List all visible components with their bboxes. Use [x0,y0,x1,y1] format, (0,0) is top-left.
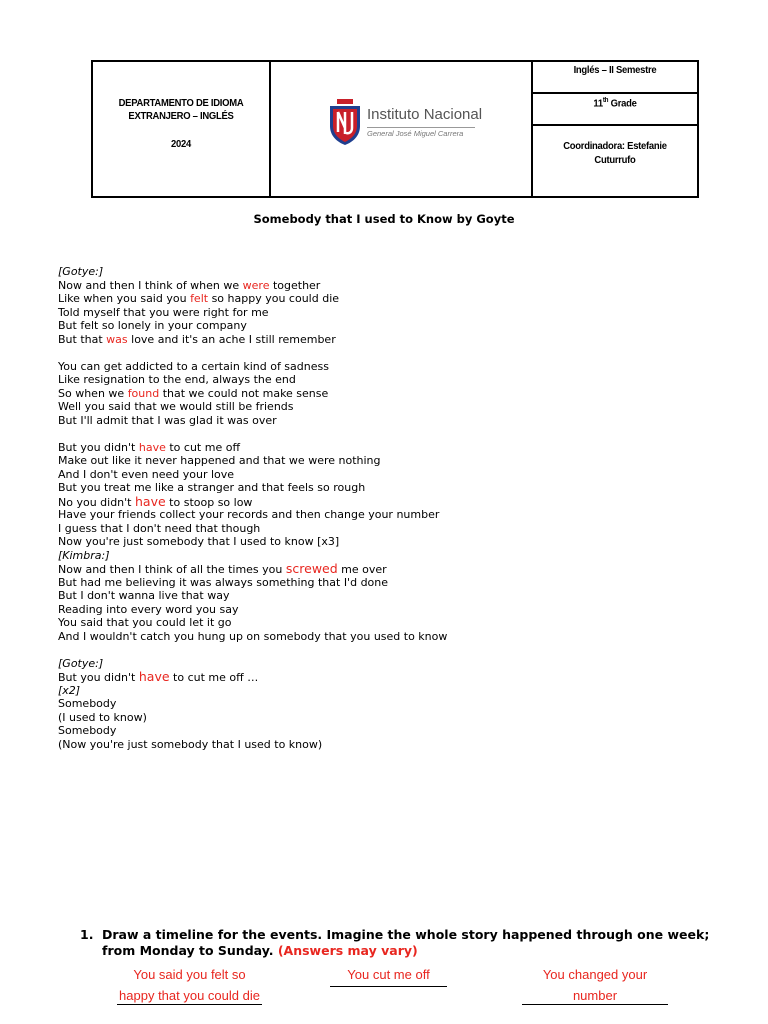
lyric-text: together [269,278,321,292]
lyric-text: So when we [58,386,128,400]
question-number: 1. [80,927,94,942]
lyric-text: Like resignation to the end, always the end [58,373,296,386]
singer-tag: [Gotye:] [58,656,104,670]
lyric-line [58,616,447,630]
lyric-text: But you treat me like a stranger and that feels so rough [58,481,366,494]
stanza-gap [58,427,447,441]
timeline-answer-3: You changed your number [542,967,648,1003]
lyric-text: And I don't even need your love [58,467,235,481]
lyric-text: But you didn't [58,440,139,454]
highlighted-verb: was [106,332,128,346]
lyric-text: to cut me off [165,440,241,454]
coordinator-row [533,126,697,196]
lyric-line [58,630,447,644]
lyric-text: Told myself that you were right for me [58,305,269,319]
highlighted-verb: have [135,493,166,509]
lyric-text: Somebody [58,697,117,710]
lyric-text: to cut me off … [169,671,259,684]
lyric-line [58,495,447,509]
lyric-line [58,576,447,590]
lyric-line [58,670,447,684]
lyric-text: to stoop so low [165,495,253,509]
coordinator: Coordinadora: Estefanie Cuturrufo [563,140,667,166]
department-cell [93,62,271,196]
lyric-line [58,306,447,320]
lyric-line [58,711,447,725]
lyric-line [58,657,447,671]
lyric-text: Like when you said you [58,292,191,305]
semester: Inglés – II Semestre [573,64,657,76]
lyric-text: You can get addicted to a certain kind of sadness [58,359,329,373]
lyric-text: No you didn't [58,495,135,509]
institution-subtitle: General José Miguel Carrera [367,129,464,138]
lyric-text: Reading into every word you say [58,602,239,616]
lyric-text: Now and then I think of all the times you [58,563,286,576]
highlighted-verb: felt [190,292,209,305]
lyric-text: that we could not make sense [159,386,329,400]
lyric-line [58,738,447,752]
lyric-line [58,562,447,576]
answer-note: (Answers may vary) [277,943,418,958]
lyric-line [58,333,447,347]
lyric-line [58,265,447,279]
stanza-gap [58,643,447,657]
institution-crest-icon [327,98,363,146]
lyric-line [58,441,447,455]
answer-line-1 [117,1004,262,1005]
lyric-line [58,684,447,698]
department-name: DEPARTAMENTO DE IDIOMA EXTRANJERO – INGLÉS [118,97,244,122]
lyric-line [58,468,447,482]
year: 2024 [171,138,191,150]
timeline-answer-1: You said you felt so happy that you could die [119,967,260,1003]
lyric-text: But that [58,332,107,346]
lyric-text: But I'll admit that I was glad it was over [58,413,277,427]
lyric-text: Now you're just somebody that I used to know [x3] [58,535,340,548]
lyric-line [58,481,447,495]
lyric-text: I guess that I don't need that though [58,521,261,535]
lyric-text: But you didn't [58,671,139,684]
lyric-line [58,697,447,711]
answer-line-3 [522,1004,668,1005]
highlighted-verb: have [138,669,170,684]
lyric-line [58,387,447,401]
logo-divider [367,127,475,128]
lyric-text: Well you said that we would still be friends [58,400,294,413]
song-title: Somebody that I used to Know by Goyte [253,212,515,226]
lyric-text: me over [337,563,387,576]
lyric-line [58,400,447,414]
highlighted-verb: were [242,278,270,292]
lyric-text: (Now you're just somebody that I used to know) [58,737,323,751]
highlighted-verb: have [138,440,166,454]
lyrics-block [58,265,447,751]
lyric-text: But had me believing it was always something that I'd done [58,575,389,589]
lyric-line [58,535,447,549]
grade: 11th Grade [593,97,637,110]
lyric-text: You said that you could let it go [58,616,232,629]
lyric-line [58,279,447,293]
grade-row [533,94,697,126]
header-table [91,60,699,198]
lyric-line [58,589,447,603]
lyric-line [58,549,447,563]
lyric-text: But I don't wanna live that way [58,589,230,602]
singer-tag: [Kimbra:] [58,548,110,562]
answer-line-2 [330,986,447,987]
lyric-text: Somebody [58,724,117,737]
lyric-text: Now and then I think of when we [58,278,243,292]
lyric-text: And I wouldn't catch you hung up on somebody that you used to know [58,629,448,643]
lyric-line [58,508,447,522]
lyric-line [58,292,447,306]
timeline-answer-2: You cut me off [347,967,430,982]
lyric-text: (I used to know) [58,710,147,724]
lyric-text: But felt so lonely in your company [58,319,247,332]
question-text: Draw a timeline for the events. Imagine the whole story happened through one week; from Monday to Sunday. (Answers may vary) [102,927,710,958]
lyric-line [58,414,447,428]
lyric-line [58,724,447,738]
singer-tag: [Gotye:] [58,265,104,278]
lyric-text: Have your friends collect your records and then change your number [58,508,440,521]
highlighted-verb: found [127,386,160,400]
singer-tag: [x2] [58,683,81,697]
lyric-text: love and it's an ache I still remember [127,332,336,346]
lyric-line [58,454,447,468]
institution-logo [327,98,487,148]
lyric-line [58,522,447,536]
lyric-line [58,319,447,333]
course-info-cell [533,62,697,196]
highlighted-verb: screwed [285,561,338,576]
lyric-text: so happy you could die [208,292,340,305]
lyric-line [58,603,447,617]
logo-cell [271,62,533,196]
stanza-gap [58,346,447,360]
lyric-line [58,373,447,387]
semester-row [533,62,697,94]
institution-name: Instituto Nacional [367,106,483,123]
lyric-text: Make out like it never happened and that we were nothing [58,454,381,467]
lyric-line [58,360,447,374]
